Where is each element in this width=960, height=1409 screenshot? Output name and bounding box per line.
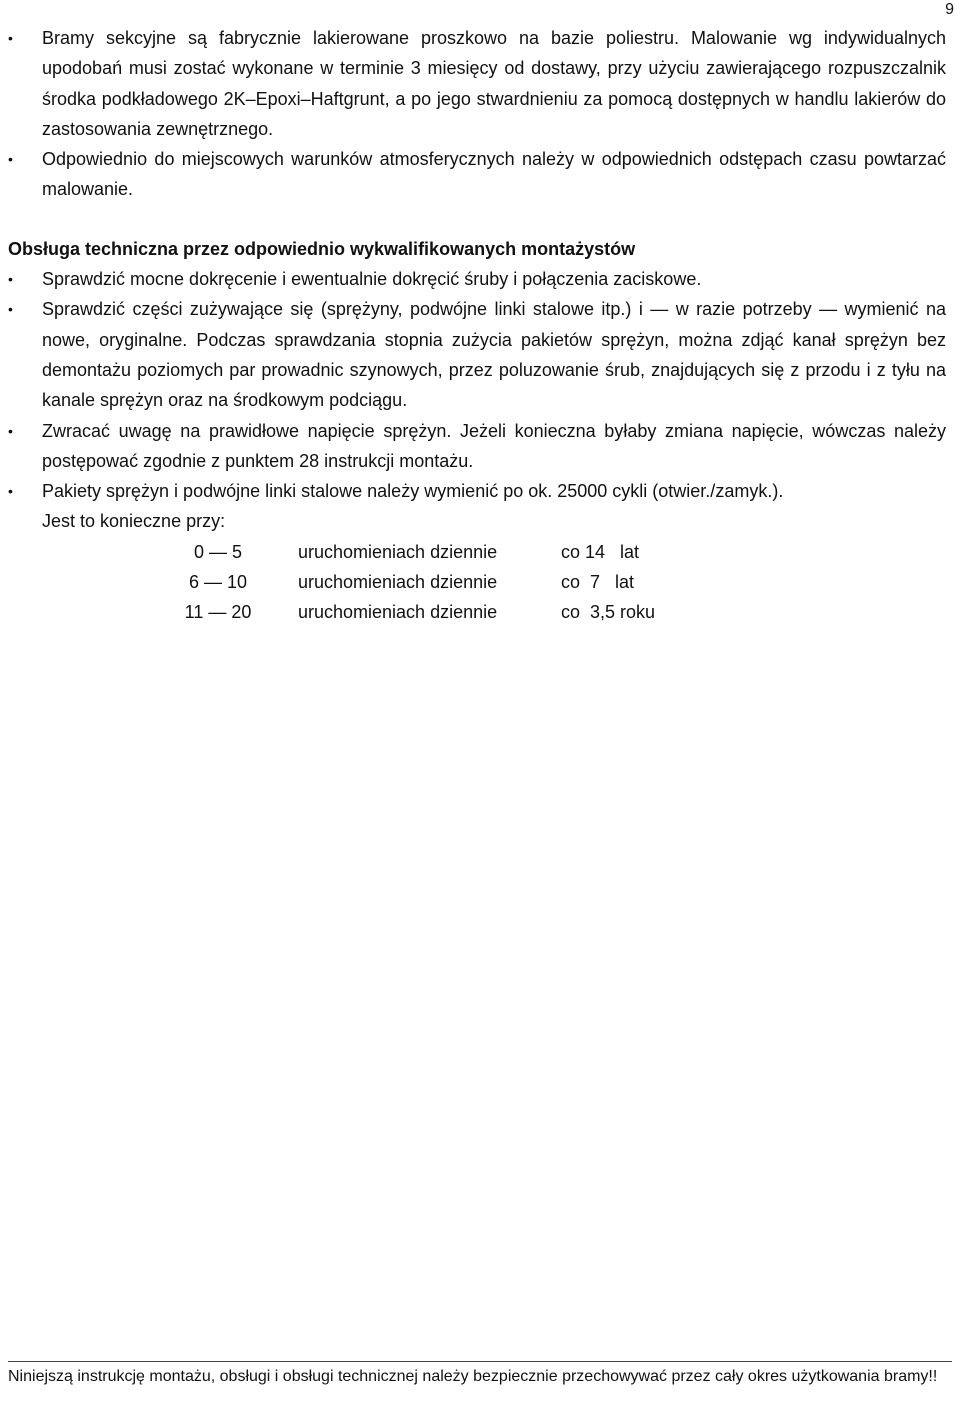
list-item: • Odpowiednio do miejscowych warunków atmosferycznych należy w odpowiednich odstępach czasu powtarzać malowanie. <box>8 144 946 205</box>
table-row <box>158 567 655 597</box>
replacement-frequency: co 7 lat <box>561 572 635 593</box>
replacement-frequency: co 3,5 roku <box>561 602 656 623</box>
usage-range: 6 — 10 <box>188 572 248 593</box>
page-number: 9 <box>945 1 954 18</box>
list-item: • Pakiety sprężyn i podwójne linki stalowe należy wymienić po ok. 25000 cykli (otwier./zamyk.). <box>8 476 946 506</box>
table-row <box>158 537 655 567</box>
usage-label: uruchomieniach dziennie <box>298 572 498 593</box>
usage-range: 11 — 20 <box>184 602 252 623</box>
list-item: • Sprawdzić części zużywające się (sprężyny, podwójne linki stalowe itp.) i — w razie potrzeby — wymienić na nowe, oryginalne. Podczas sprawdzania stopnia zużycia pakietów sprężyn, można zdjąć kanał sprężyn bez demontażu poziomych par prowadnic szynowych, przez poluzowanie śrub, znajdujących się z przodu i z tyłu na kanale sprężyn oraz na środkowym podciągu. <box>8 294 946 415</box>
section-heading: Obsługa techniczna przez odpowiednio wykwalifikowanych montażystów <box>8 238 636 259</box>
list-item: • Zwracać uwagę na prawidłowe napięcie sprężyn. Jeżeli konieczna byłaby zmiana napięcie, wówczas należy postępować zgodnie z punktem 28 instrukcji montażu. <box>8 416 946 477</box>
footer-note: Niniejszą instrukcję montażu, obsługi i obsługi technicznej należy bezpiecznie przechowywać przez cały okres użytkowania bramy!! <box>8 1361 952 1387</box>
usage-label: uruchomieniach dziennie <box>298 602 498 623</box>
usage-range: 0 — 5 <box>193 541 243 562</box>
document-body <box>8 23 946 628</box>
maintenance-list <box>8 264 946 506</box>
usage-label: uruchomieniach dziennie <box>298 541 498 562</box>
list-item: • Bramy sekcyjne są fabrycznie lakierowane proszkowo na bazie poliestru. Malowanie wg indywidualnych upodobań musi zostać wykonane w terminie 3 miesięcy od dostawy, przy użyciu zawierającego rozpuszczalnik środka podkładowego 2K–Epoxi–Haftgrunt, a po jego stwardnieniu za pomocą dostępnych w handlu lakierów do zastosowania zewnętrznego. <box>8 23 946 144</box>
interval-intro: Jest to konieczne przy: <box>42 511 226 532</box>
painting-notes-list <box>8 23 946 205</box>
replacement-interval-table <box>158 537 655 628</box>
replacement-frequency: co 14 lat <box>561 541 640 562</box>
table-row <box>158 597 655 627</box>
list-item: • Sprawdzić mocne dokręcenie i ewentualnie dokręcić śruby i połączenia zaciskowe. <box>8 264 946 294</box>
